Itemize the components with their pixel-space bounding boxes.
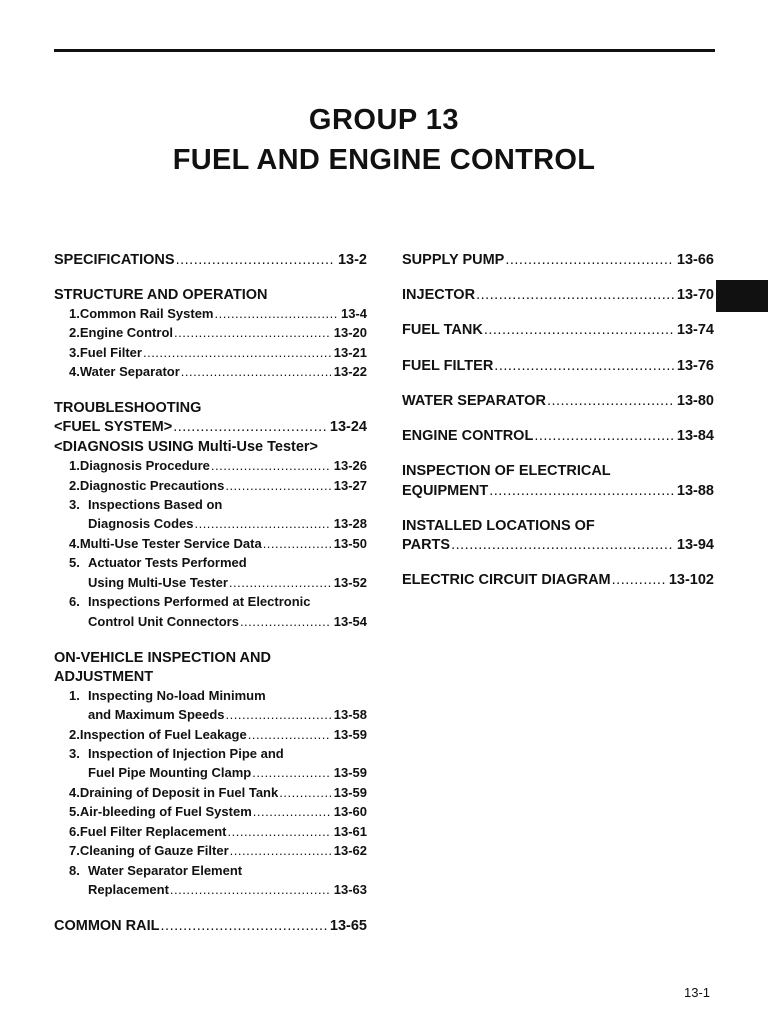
toc-page: 13-70 bbox=[676, 287, 714, 303]
toc-label: Actuator Tests Performed bbox=[88, 555, 247, 570]
toc-page: 13-58 bbox=[333, 707, 367, 722]
leader-dots bbox=[211, 458, 331, 473]
toc-label: Diagnosis Codes bbox=[88, 516, 194, 531]
toc-entry-electrical-line1 bbox=[402, 463, 611, 479]
toc-page: 13-76 bbox=[676, 358, 714, 374]
toc-label: Inspections Performed at Electronic bbox=[88, 594, 311, 609]
toc-page: 13-59 bbox=[333, 785, 367, 800]
toc-entry-onvehicle-6[interactable] bbox=[69, 824, 367, 839]
toc-label: Draining of Deposit in Fuel Tank bbox=[79, 785, 279, 800]
toc-label: COMMON RAIL bbox=[54, 918, 160, 934]
leader-dots bbox=[173, 419, 327, 435]
toc-entry-diagnosis-5[interactable] bbox=[88, 575, 367, 590]
leader-dots bbox=[451, 537, 674, 553]
toc-page: 13-62 bbox=[333, 843, 367, 858]
toc-label: Multi-Use Tester Service Data bbox=[79, 536, 262, 551]
toc-num: 5. bbox=[69, 555, 80, 570]
toc-label: Inspection of Injection Pipe and bbox=[88, 746, 284, 761]
toc-num: 8. bbox=[69, 863, 80, 878]
section-heading-structure: STRUCTURE AND OPERATION bbox=[54, 287, 268, 303]
toc-page: 13-88 bbox=[676, 483, 714, 499]
toc-label: Replacement bbox=[88, 882, 169, 897]
toc-entry-electrical[interactable] bbox=[402, 483, 714, 499]
leader-dots bbox=[505, 252, 674, 268]
toc-page: 13-21 bbox=[333, 345, 367, 360]
toc-page: 13-28 bbox=[333, 516, 367, 531]
toc-page: 13-66 bbox=[676, 252, 714, 268]
toc-num: 6. bbox=[69, 824, 80, 839]
toc-label: INJECTOR bbox=[402, 287, 476, 303]
section-tab-marker bbox=[716, 280, 768, 312]
leader-dots bbox=[161, 918, 327, 934]
leader-dots bbox=[253, 804, 331, 819]
toc-page: 13-2 bbox=[337, 252, 367, 268]
toc-entry-supply-pump[interactable] bbox=[402, 252, 714, 268]
toc-entry-onvehicle-8-line1 bbox=[69, 863, 242, 878]
toc-label: Fuel Filter Replacement bbox=[79, 824, 227, 839]
toc-num: 3. bbox=[69, 345, 80, 360]
toc-entry-circuit[interactable] bbox=[402, 572, 714, 588]
toc-page: 13-26 bbox=[333, 458, 367, 473]
leader-dots bbox=[230, 843, 331, 858]
toc-page: 13-84 bbox=[676, 428, 714, 444]
leader-dots bbox=[181, 364, 331, 379]
toc-label: FUEL FILTER bbox=[402, 358, 494, 374]
toc-page: 13-22 bbox=[333, 364, 367, 379]
toc-page: 13-65 bbox=[329, 918, 367, 934]
toc-page: 13-59 bbox=[333, 727, 367, 742]
toc-page: 13-4 bbox=[340, 306, 367, 321]
toc-entry-water-separator[interactable] bbox=[402, 393, 714, 409]
toc-page: 13-50 bbox=[333, 536, 367, 551]
toc-entry-structure-1[interactable] bbox=[69, 306, 367, 321]
leader-dots bbox=[612, 572, 666, 588]
toc-entry-common-rail[interactable] bbox=[54, 918, 367, 934]
toc-num: 1. bbox=[69, 688, 80, 703]
toc-entry-diagnosis-1[interactable] bbox=[69, 458, 367, 473]
leader-dots bbox=[229, 575, 331, 590]
toc-label: <FUEL SYSTEM> bbox=[54, 419, 173, 435]
section-heading-onvehicle-2: ADJUSTMENT bbox=[54, 669, 154, 685]
toc-num: 7. bbox=[69, 843, 80, 858]
toc-page: 13-61 bbox=[333, 824, 367, 839]
toc-num: 2. bbox=[69, 478, 80, 493]
leader-dots bbox=[170, 882, 331, 897]
toc-label: INSPECTION OF ELECTRICAL bbox=[402, 463, 611, 479]
toc-label: ELECTRIC CIRCUIT DIAGRAM bbox=[402, 572, 611, 588]
page-title: FUEL AND ENGINE CONTROL bbox=[172, 144, 596, 176]
toc-entry-onvehicle-7[interactable] bbox=[69, 843, 367, 858]
toc-num: 2. bbox=[69, 325, 80, 340]
toc-label: SPECIFICATIONS bbox=[54, 252, 175, 268]
toc-label: Diagnosis Procedure bbox=[79, 458, 210, 473]
toc-entry-onvehicle-8[interactable] bbox=[88, 882, 367, 897]
toc-num: 2. bbox=[69, 727, 80, 742]
toc-entry-engine-control[interactable] bbox=[402, 428, 714, 444]
toc-num: 1. bbox=[69, 458, 80, 473]
toc-label: ENGINE CONTROL bbox=[402, 428, 534, 444]
toc-entry-structure-4[interactable] bbox=[69, 364, 367, 379]
toc-label: Fuel Pipe Mounting Clamp bbox=[88, 765, 252, 780]
leader-dots bbox=[176, 252, 335, 268]
leader-dots bbox=[143, 345, 331, 360]
toc-page: 13-63 bbox=[333, 882, 367, 897]
page-number: 13-1 bbox=[684, 985, 711, 1000]
toc-entry-diagnosis-5-line1 bbox=[69, 555, 247, 570]
toc-entry-onvehicle-3[interactable] bbox=[88, 765, 367, 780]
toc-label: Inspecting No-load Minimum bbox=[88, 688, 266, 703]
leader-dots bbox=[263, 536, 331, 551]
toc-page: 13-80 bbox=[676, 393, 714, 409]
toc-label: Using Multi-Use Tester bbox=[88, 575, 228, 590]
toc-num: 5. bbox=[69, 804, 80, 819]
toc-label: EQUIPMENT bbox=[402, 483, 489, 499]
toc-label: Cleaning of Gauze Filter bbox=[79, 843, 229, 858]
leader-dots bbox=[228, 824, 331, 839]
leader-dots bbox=[240, 614, 331, 629]
toc-label: Engine Control bbox=[79, 325, 174, 340]
section-heading-onvehicle-1: ON-VEHICLE INSPECTION AND bbox=[54, 650, 271, 666]
toc-entry-onvehicle-5[interactable] bbox=[69, 804, 367, 819]
toc-page: 13-59 bbox=[333, 765, 367, 780]
leader-dots bbox=[215, 306, 338, 321]
toc-num: 6. bbox=[69, 594, 80, 609]
toc-entry-onvehicle-1[interactable] bbox=[88, 707, 367, 722]
toc-label: WATER SEPARATOR bbox=[402, 393, 546, 409]
leader-dots bbox=[194, 516, 330, 531]
toc-page: 13-24 bbox=[329, 419, 367, 435]
toc-entry-diagnosis-3[interactable] bbox=[88, 516, 367, 531]
leader-dots bbox=[489, 483, 674, 499]
toc-page: 13-94 bbox=[676, 537, 714, 553]
toc-entry-onvehicle-2[interactable] bbox=[69, 727, 367, 742]
toc-num: 4. bbox=[69, 536, 80, 551]
toc-entry-fuel-filter[interactable] bbox=[402, 358, 714, 374]
toc-entry-specifications[interactable] bbox=[54, 252, 367, 268]
toc-page: 13-27 bbox=[333, 478, 367, 493]
toc-entry-installed[interactable] bbox=[402, 537, 714, 553]
toc-label: Water Separator Element bbox=[88, 863, 243, 878]
toc-label: INSTALLED LOCATIONS OF bbox=[402, 518, 595, 534]
toc-num: 4. bbox=[69, 785, 80, 800]
leader-dots bbox=[279, 785, 331, 800]
toc-label: and Maximum Speeds bbox=[88, 707, 225, 722]
leader-dots bbox=[534, 428, 674, 444]
toc-label: SUPPLY PUMP bbox=[402, 252, 505, 268]
toc-page: 13-20 bbox=[333, 325, 367, 340]
toc-page: 13-60 bbox=[333, 804, 367, 819]
toc-num: 4. bbox=[69, 364, 80, 379]
leader-dots bbox=[547, 393, 674, 409]
toc-page: 13-74 bbox=[676, 322, 714, 338]
leader-dots bbox=[248, 727, 331, 742]
toc-entry-installed-line1 bbox=[402, 518, 595, 534]
toc-entry-diagnosis-6[interactable] bbox=[88, 614, 367, 629]
toc-num: 3. bbox=[69, 497, 80, 512]
toc-label: Diagnostic Precautions bbox=[79, 478, 225, 493]
toc-num: 1. bbox=[69, 306, 80, 321]
toc-entry-diagnosis-2[interactable] bbox=[69, 478, 367, 493]
toc-label: Common Rail System bbox=[79, 306, 214, 321]
toc-label: Air-bleeding of Fuel System bbox=[79, 804, 252, 819]
toc-label: Fuel Filter bbox=[79, 345, 142, 360]
toc-entry-onvehicle-4[interactable] bbox=[69, 785, 367, 800]
toc-entry-fuel-tank[interactable] bbox=[402, 322, 714, 338]
toc-entry-fuel-system[interactable] bbox=[54, 419, 367, 435]
toc-label: Inspection of Fuel Leakage bbox=[79, 727, 247, 742]
toc-label: Inspections Based on bbox=[88, 497, 223, 512]
toc-label: Control Unit Connectors bbox=[88, 614, 239, 629]
leader-dots bbox=[226, 707, 331, 722]
leader-dots bbox=[252, 765, 331, 780]
leader-dots bbox=[174, 325, 331, 340]
toc-page: 13-52 bbox=[333, 575, 367, 590]
toc-label: Water Separator bbox=[79, 364, 180, 379]
section-heading-diagnosis: <DIAGNOSIS USING Multi-Use Tester> bbox=[54, 439, 319, 455]
toc-entry-injector[interactable] bbox=[402, 287, 714, 303]
leader-dots bbox=[476, 287, 674, 303]
toc-page: 13-54 bbox=[333, 614, 367, 629]
top-rule bbox=[54, 49, 715, 52]
toc-entry-structure-2[interactable] bbox=[69, 325, 367, 340]
toc-entry-diagnosis-3-line1 bbox=[69, 497, 222, 512]
toc-page: 13-102 bbox=[668, 572, 714, 588]
toc-entry-onvehicle-1-line1 bbox=[69, 688, 266, 703]
toc-entry-diagnosis-6-line1 bbox=[69, 594, 311, 609]
toc-num: 3. bbox=[69, 746, 80, 761]
toc-entry-onvehicle-3-line1 bbox=[69, 746, 284, 761]
toc-label: PARTS bbox=[402, 537, 451, 553]
leader-dots bbox=[484, 322, 674, 338]
toc-entry-structure-3[interactable] bbox=[69, 345, 367, 360]
toc-entry-diagnosis-4[interactable] bbox=[69, 536, 367, 551]
leader-dots bbox=[225, 478, 330, 493]
leader-dots bbox=[494, 358, 674, 374]
section-heading-troubleshooting: TROUBLESHOOTING bbox=[54, 400, 202, 416]
group-title: GROUP 13 bbox=[308, 104, 460, 136]
toc-label: FUEL TANK bbox=[402, 322, 483, 338]
